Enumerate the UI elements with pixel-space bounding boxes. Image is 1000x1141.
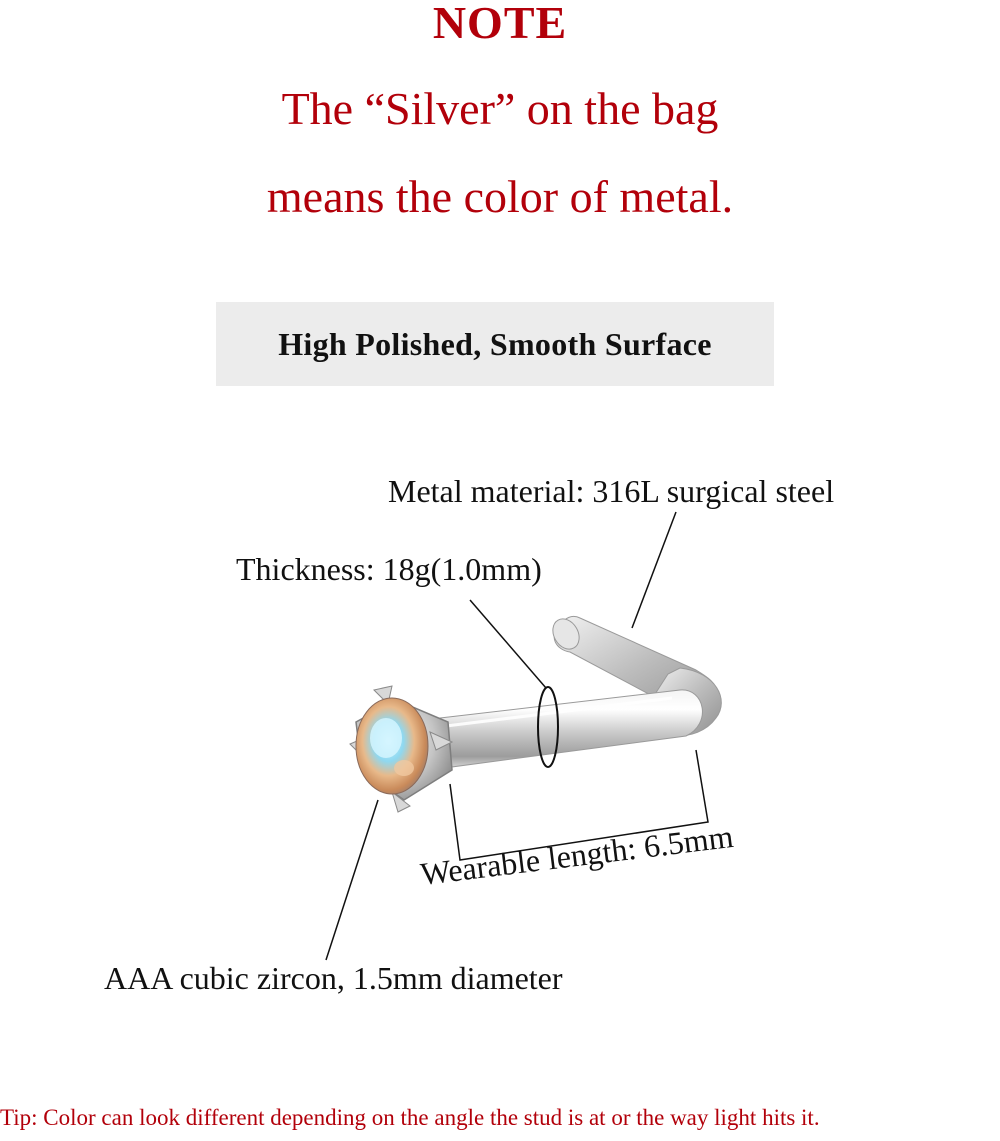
note-title: NOTE — [432, 0, 568, 48]
metal-leader-line — [632, 512, 676, 628]
wearable-length-label: Wearable length: 6.5mm — [418, 817, 736, 893]
thickness-leader-line — [470, 600, 546, 688]
metal-material-label: Metal material: 316L surgical steel — [388, 473, 835, 509]
note-line-2: means the color of metal. — [266, 171, 734, 222]
gem-leader-line — [326, 800, 378, 960]
thickness-label: Thickness: 18g(1.0mm) — [236, 551, 542, 587]
note-line-1: The “Silver” on the bag — [281, 83, 719, 134]
tip-text: Tip: Color can look different depending on the angle the stud is at or the way light hits it. — [0, 1105, 820, 1130]
nose-stud-icon — [350, 614, 721, 812]
surface-banner-text: High Polished, Smooth Surface — [278, 325, 712, 362]
gem-label: AAA cubic zircon, 1.5mm diameter — [104, 960, 563, 996]
